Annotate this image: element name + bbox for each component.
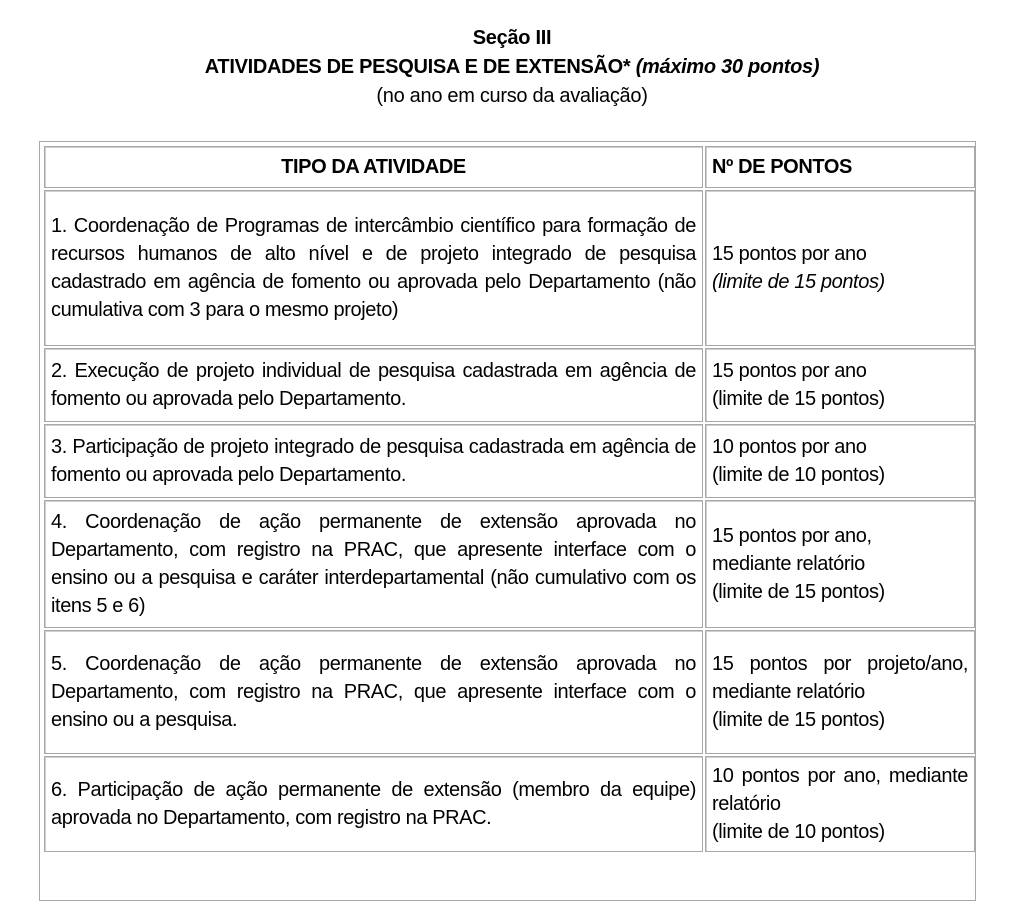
points-value: 15 pontos por ano bbox=[712, 360, 867, 382]
points-value: 10 pontos por ano bbox=[712, 436, 867, 458]
points-limit: (limite de 15 pontos) bbox=[712, 581, 885, 603]
activity-points bbox=[705, 756, 975, 852]
section-title-max: (máximo 30 pontos) bbox=[635, 56, 820, 78]
activity-description: 6. Participação de ação permanente de extensão (membro da equipe) aprovada no Departamento, com registro na PRAC. bbox=[44, 756, 703, 852]
section-title-main: ATIVIDADES DE PESQUISA E DE EXTENSÃO* bbox=[204, 56, 631, 78]
activity-description: 4. Coordenação de ação permanente de extensão aprovada no Departamento, com registro na PRAC, que apresente interface com o ensino ou a pesquisa e caráter interdepartamental (não cumulativo com os itens 5 e 6) bbox=[44, 500, 703, 628]
points-limit: (limite de 15 pontos) bbox=[712, 271, 885, 293]
points-value: 15 pontos por projeto/ano, mediante relatório bbox=[712, 653, 968, 703]
activity-points bbox=[705, 500, 975, 628]
section-title bbox=[0, 53, 1024, 82]
activity-description: 2. Execução de projeto individual de pesquisa cadastrada em agência de fomento ou aprovada pelo Departamento. bbox=[44, 348, 703, 422]
activities-table-frame bbox=[39, 141, 976, 901]
section-header bbox=[0, 24, 1024, 111]
points-limit: (limite de 15 pontos) bbox=[712, 709, 885, 731]
section-subtitle: (no ano em curso da avaliação) bbox=[376, 85, 648, 107]
points-value: 15 pontos por ano, bbox=[712, 525, 872, 547]
activity-points bbox=[705, 630, 975, 754]
table-header-row bbox=[44, 146, 975, 188]
activity-points bbox=[705, 190, 975, 346]
table-row bbox=[44, 630, 975, 754]
table-row bbox=[44, 190, 975, 346]
activity-points bbox=[705, 348, 975, 422]
section-number: Seção III bbox=[472, 27, 552, 49]
table-row bbox=[44, 500, 975, 628]
points-limit: (limite de 15 pontos) bbox=[712, 388, 885, 410]
points-condition: mediante relatório bbox=[712, 553, 865, 575]
activity-description: 3. Participação de projeto integrado de pesquisa cadastrada em agência de fomento ou aprovada pelo Departamento. bbox=[44, 424, 703, 498]
activity-points bbox=[705, 424, 975, 498]
col-header-activity-type: TIPO DA ATIVIDADE bbox=[44, 146, 703, 188]
points-value: 10 pontos por ano, mediante relatório bbox=[712, 765, 968, 815]
points-limit: (limite de 10 pontos) bbox=[712, 821, 885, 843]
table-row bbox=[44, 756, 975, 852]
activities-table bbox=[42, 144, 977, 854]
col-header-points: Nº DE PONTOS bbox=[705, 146, 975, 188]
activity-description: 5. Coordenação de ação permanente de extensão aprovada no Departamento, com registro na PRAC, que apresente interface com o ensino ou a pesquisa. bbox=[44, 630, 703, 754]
points-value: 15 pontos por ano bbox=[712, 243, 867, 265]
points-limit: (limite de 10 pontos) bbox=[712, 464, 885, 486]
table-row bbox=[44, 424, 975, 498]
activity-description: 1. Coordenação de Programas de intercâmbio científico para formação de recursos humanos de alto nível e de projeto integrado de pesquisa cadastrado em agência de fomento ou aprovada pelo Departamento (não cumulativa com 3 para o mesmo projeto) bbox=[44, 190, 703, 346]
table-row bbox=[44, 348, 975, 422]
